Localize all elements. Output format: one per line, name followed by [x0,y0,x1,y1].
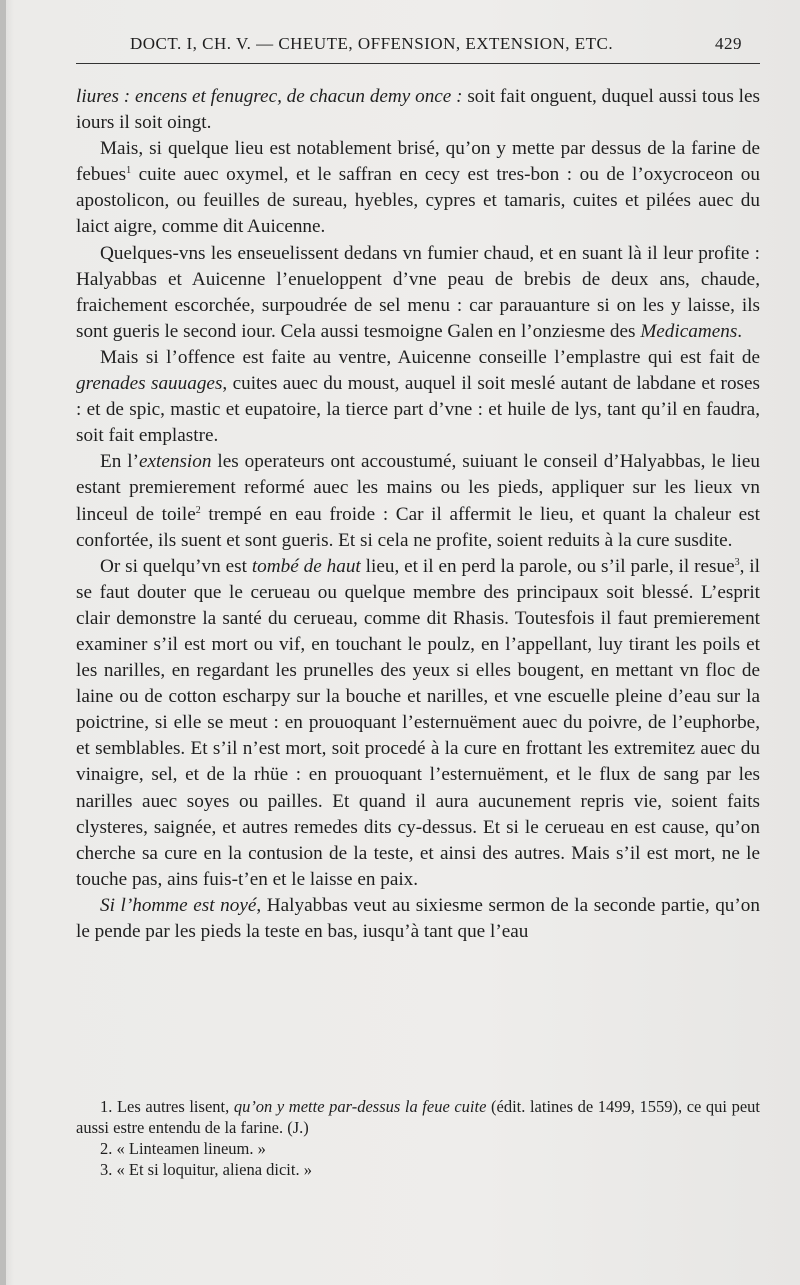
paragraph-7 [76,893,760,945]
running-head: DOCT. I, CH. V. — CHEUTE, OFFENSION, EXTENSION, ETC. [130,34,614,53]
text: Quelques-vns les enseuelissent dedans vn fumier chaud, et en suant là il leur profite : Halyabbas et Auicenne l’enueloppent d’vne peau de brebis de deux ans, chaude, fraichement escorchée, surpoudrée de sel menu : car parauanture si on les y laisse, ils sont gueris le second iour. Cela aussi tesmoigne Galen en l’onziesme des [76,242,760,342]
footnote-ref-1[interactable]: 1 [126,165,132,177]
paragraph-3 [76,241,760,345]
text: , Halyabbas veut au sixiesme sermon de la seconde partie, qu’on le pende par les pieds la teste en bas, iusqu’à tant que l’eau [76,894,760,942]
text: , cuites auec du moust, auquel il soit meslé autant de labdane et roses : et de spic, mastic et eupatoire, la tierce part d’vne : et huile de lys, tant qu’il en faudra, soit fait emplastre. [76,373,760,447]
page-header [76,30,760,60]
italic-text: Medicamens [640,320,738,342]
italic-text: tombé de haut [251,555,361,577]
footnote-ref-2[interactable]: 2 [195,504,201,516]
page-number: 429 [715,34,742,53]
text: , il se faut douter que le cerueau ou quelque membre des principaux soit blessé. L’esprit clair demonstre la santé du cerueau, comme dit Rhasis. Toutesfois il faut premierement examiner s’il est mort ou vif, en touchant le poulz, en l’appellant, luy tirant les poils et les narilles, en regardant les prunelles des yeux si elles bougent, en mettant vn floc de laine ou de cotton escharpy sur la bouche et narilles, et vne escuelle pleine d’eau sur la poictrine, si elle se meut : en prouoquant l’esternuëment auec du poivre, de l’euphorbe, et semblables. Et s’il n’est mort, soit procedé à la cure en frottant les extremitez auec du vinaigre, sel, et de la rhüe : en prouoquant l’esternuëment, et le flux de sang par les narilles auec soyes ou pailles. Et quand il aura aucunement repris vie, soient faits clysteres, saignée, et autres remedes dits cy-dessus. Et si le cerueau en est cause, qu’on cherche sa cure en la contusion de la teste, et ainsi des autres. Mais s’il est mort, ne le touche pas, ains fuis-t’en et le laisse en paix. [76,555,760,890]
italic-text: Si l’homme est noyé [100,894,257,916]
italic-text: liures : encens et fenugrec, de chacun demy once : [76,86,463,107]
italic-text: extension [138,451,212,473]
footnote-1 [76,1096,760,1138]
footnote-ref-3[interactable]: 3 [734,556,740,568]
text: . [737,320,743,342]
text: Mais, si quelque lieu est notablement brisé, qu’on y mette par dessus de la farine de febues [76,138,760,186]
paragraph-2 [76,136,760,240]
text: Mais si l’offence est faite au ventre, Auicenne conseille l’emplastre qui est fait de [100,346,760,368]
text: soit fait onguent, duquel aussi tous les iours il soit oingt. [76,86,760,134]
paragraph-1 [76,84,760,136]
paragraph-5 [76,449,760,553]
text: 1. Les autres lisent, [100,1097,234,1116]
text: (édit. latines de 1499, 1559), ce qui peut aussi estre entendu de la farine. (J.) [76,1097,761,1137]
text: En l’ [100,451,139,473]
footnote-3: 3. « Et si loquitur, aliena dicit. » [100,1160,312,1179]
italic-text: grenades sauuages [76,373,223,395]
text: lieu, et il en perd la parole, ou s’il parle, il resue [360,555,735,577]
paragraph-6 [76,554,760,893]
header-rule [76,63,760,64]
text: trempé en eau froide : Car il affermit le lieu, et quant la chaleur est confortée, ils suent et sont gueris. Et si cela ne profite, soient reduits à la cure susdite. [76,503,760,551]
main-text [76,84,760,945]
text: Or si quelqu’vn est [100,555,252,577]
footnotes [76,1096,760,1180]
italic-text: qu’on y mette par-dessus la feue cuite [233,1097,487,1116]
page-gutter-shadow [0,0,6,1285]
text: cuite auec oxymel, et le saffran en cecy est tres-bon : ou de l’oxycroceon ou apostolicon, ou feuilles de sureau, hyebles, cypres et tamaris, cuites et pilées auec du laict aigre, comme dit Auicenne. [76,164,760,238]
footnote-2: 2. « Linteamen lineum. » [100,1139,266,1158]
paragraph-4 [76,345,760,449]
text: les operateurs ont accoustumé, suiuant le conseil d’Halyabbas, le lieu estant premierement reformé auec les mains ou les pieds, appliquer sur les lieux vn linceul de toile [76,451,760,525]
